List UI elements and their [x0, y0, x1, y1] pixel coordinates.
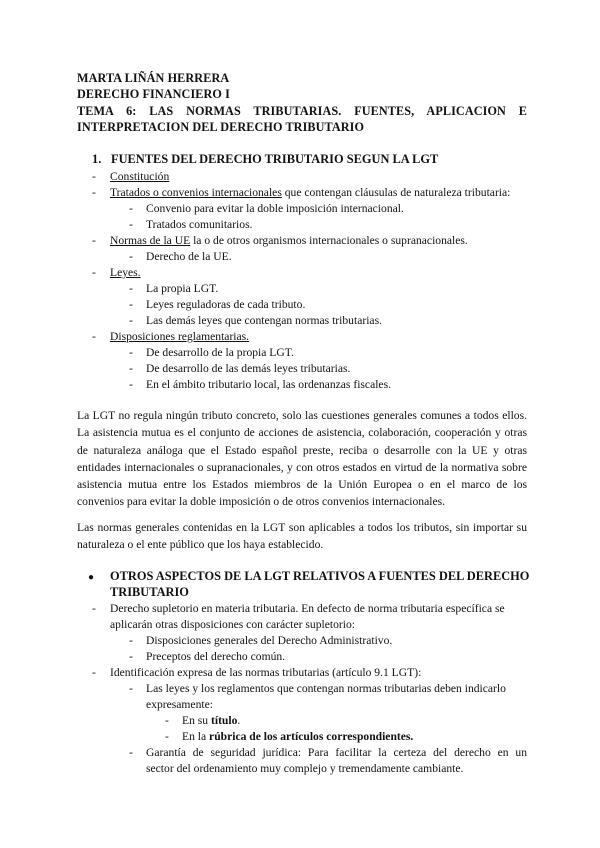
en-su-titulo — [182, 713, 240, 728]
source-normas-ue-label: Normas de la UE — [110, 234, 191, 247]
bullet-icon: ● — [88, 572, 95, 583]
source-disposiciones: Disposiciones reglamentarias. — [110, 330, 250, 343]
course-name: DERECHO FINANCIERO I — [77, 87, 231, 101]
dash: - — [92, 602, 96, 615]
author-name: MARTA LIÑÁN HERRERA — [77, 71, 230, 85]
dash: - — [129, 362, 133, 375]
source-constitucion: Constitución — [110, 170, 170, 183]
paragraph-normas-generales: Las normas generales contenidas en la LGT son aplicables a todos los tributos, sin importar su naturaleza o el ente público que los haya establecido. — [77, 521, 527, 552]
paragraph-lgt-asistencia: La LGT no regula ningún tributo concreto, solo las cuestiones generales comunes a todos ellos. La asistencia mutua es el conjunto de acciones de asistencia, colaboración, cooperación y otras de naturaleza análoga que el Estado español preste, reciba o desarrolle con la UE y otras entidades internacionales o supranacionales, y con otros estados en virtud de la normativa sobre asistencia mutua entre los Estados miembros de la Unión Europea o en el marco de los convenios para evitar la doble imposición o de otros convenios internacionales. — [77, 409, 527, 509]
dash: - — [129, 682, 133, 695]
source-tratados-label: Tratados o convenios internacionales — [110, 186, 282, 199]
dash: - — [92, 170, 96, 183]
dash: - — [129, 250, 133, 263]
list-item: Tratados comunitarios. — [146, 218, 253, 231]
source-tratados — [110, 185, 510, 200]
dash: - — [92, 666, 96, 679]
dash: - — [129, 298, 133, 311]
list-item: Preceptos del derecho común. — [146, 650, 286, 663]
topic-title-line2: INTERPRETACION DEL DERECHO TRIBUTARIO — [77, 120, 365, 134]
dash: - — [129, 746, 133, 759]
list-item: Disposiciones generales del Derecho Administrativo. — [146, 634, 393, 647]
supletorio-line1: Derecho supletorio en materia tributaria. En defecto de norma tributaria específica se — [110, 602, 505, 615]
dash: - — [92, 186, 96, 199]
list-item: Derecho de la UE. — [146, 250, 232, 263]
list-item: En el ámbito tributario local, las ordenanzas fiscales. — [146, 378, 391, 391]
dash: - — [165, 730, 169, 743]
source-tratados-rest: que contengan cláusulas de naturaleza tributaria: — [281, 186, 511, 199]
source-leyes: Leyes. — [110, 266, 141, 279]
list-item: Las demás leyes que contengan normas tributarias. — [146, 314, 382, 327]
topic-title-line1: TEMA 6: LAS NORMAS TRIBUTARIAS. FUENTES, APLICACION E — [77, 104, 527, 118]
list-item: Convenio para evitar la doble imposición internacional. — [146, 202, 404, 215]
text-suffix: . — [237, 714, 241, 727]
dash: - — [129, 650, 133, 663]
dash: - — [129, 218, 133, 231]
section1-number: 1. — [92, 152, 102, 166]
text-prefix: En la — [182, 730, 210, 743]
dash: - — [129, 378, 133, 391]
dash: - — [92, 330, 96, 343]
source-normas-ue-rest: la o de otros organismos internacionales o supranacionales. — [190, 234, 468, 247]
dash: - — [129, 314, 133, 327]
dash: - — [129, 634, 133, 647]
dash: - — [129, 282, 133, 295]
text-bold: título — [210, 714, 238, 727]
section2-title-line2: TRIBUTARIO — [110, 585, 189, 599]
supletorio-line2: aplicarán otras disposiciones con carácter supletorio: — [110, 618, 355, 631]
dash: - — [165, 714, 169, 727]
seguridad-juridica-line1: Garantía de seguridad jurídica: Para facilitar la certeza del derecho en un — [146, 746, 527, 759]
section2-title-line1: OTROS ASPECTOS DE LA LGT RELATIVOS A FUENTES DEL DERECHO — [110, 569, 530, 583]
dash: - — [129, 346, 133, 359]
section1-title: FUENTES DEL DERECHO TRIBUTARIO SEGUN LA LGT — [111, 152, 439, 166]
text-bold: rúbrica de los artículos correspondientes. — [209, 730, 414, 743]
dash: - — [92, 234, 96, 247]
identificacion-normas: Identificación expresa de las normas tributarias (artículo 9.1 LGT): — [110, 666, 422, 679]
source-normas-ue — [110, 233, 468, 248]
list-item: De desarrollo de las demás leyes tributarias. — [146, 362, 351, 375]
dash: - — [129, 202, 133, 215]
dash: - — [92, 266, 96, 279]
text-prefix: En su — [182, 714, 211, 727]
list-item: Leyes reguladoras de cada tributo. — [146, 298, 306, 311]
en-la-rubrica — [182, 729, 413, 744]
list-item: La propia LGT. — [146, 282, 219, 295]
leyes-reglamentos-line2: expresamente: — [146, 698, 213, 711]
leyes-reglamentos-line1: Las leyes y los reglamentos que contengan normas tributarias deben indicarlo — [146, 682, 506, 695]
seguridad-juridica-line2: sector del ordenamiento muy complejo y tremendamente cambiante. — [146, 762, 464, 775]
list-item: De desarrollo de la propia LGT. — [146, 346, 294, 359]
